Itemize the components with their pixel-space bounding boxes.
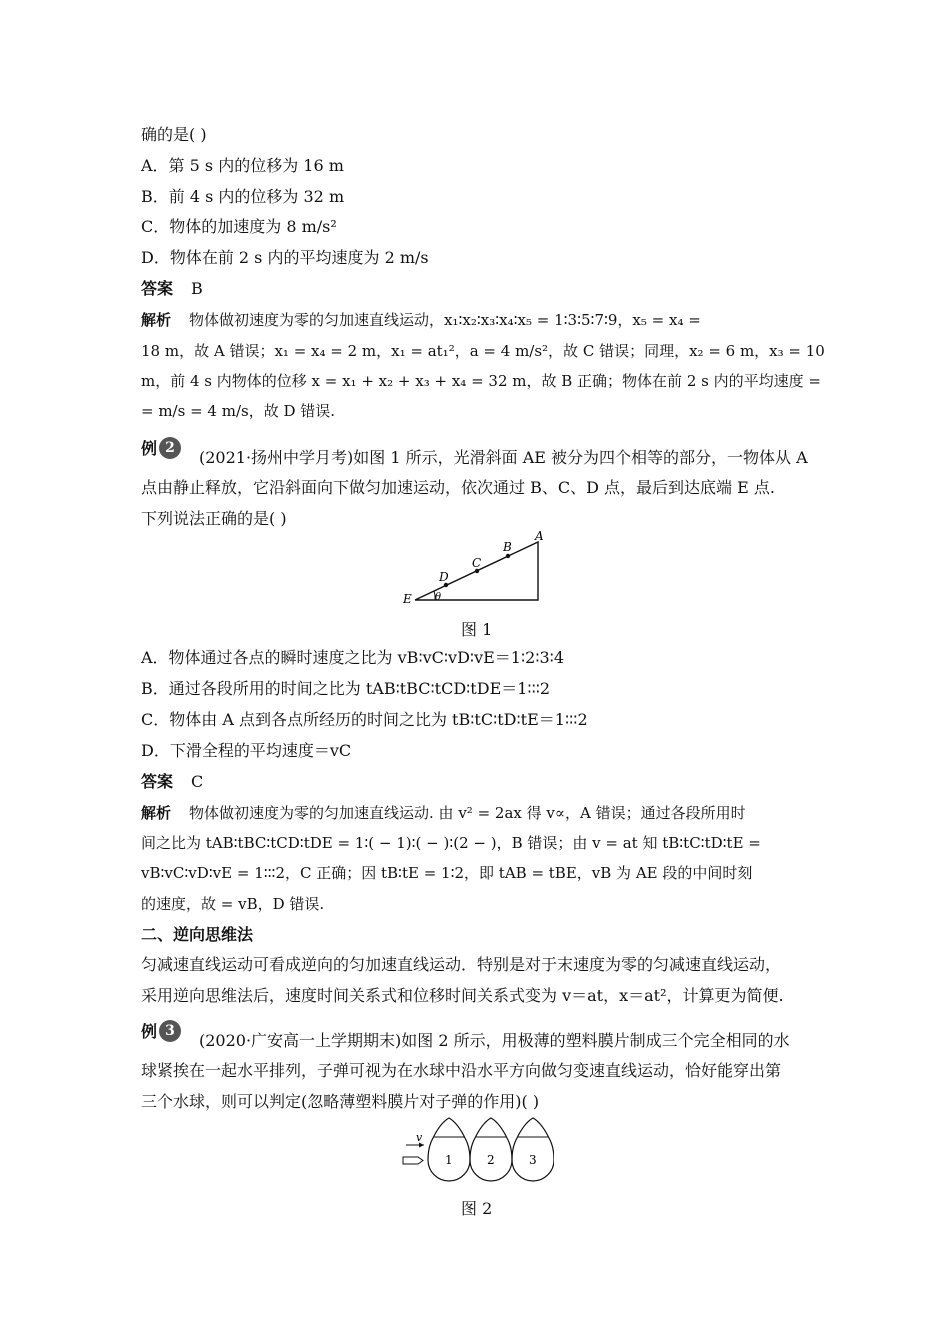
label-e: E (403, 592, 412, 606)
answer-label: 答案 (141, 772, 174, 791)
ball-label-3: 3 (529, 1153, 537, 1167)
number-circle-icon: 2 (159, 437, 181, 459)
q1-option-d: D．物体在前 2 s 内的平均速度为 2 m/s (141, 248, 429, 267)
q2-option-a: A．物体通过各点的瞬时速度之比为 vB∶vC∶vD∶vE＝1∶2∶3∶4 (141, 648, 565, 667)
section-line-2: 采用逆向思维法后，速度时间关系式和位移时间关系式变为 v＝at，x＝at²，计算更为简便. (141, 986, 784, 1005)
water-balls-figure (398, 1115, 554, 1189)
label-a: A (535, 530, 544, 543)
label-theta: θ (435, 592, 442, 603)
incline-figure (395, 530, 555, 610)
q2-answer (141, 771, 203, 793)
water-ball-3 (512, 1118, 554, 1181)
label-b: B (503, 540, 512, 554)
q1-analysis-line-3: m，前 4 s 内物体的位移 x = x₁ + x₂ + x₃ + x₄ = 32 m，故 B 正确；物体在前 2 s 内的平均速度 = (141, 372, 821, 390)
q3-stem-line-2: 球紧挨在一起水平排列，子弹可视为在水球中沿水平方向做匀变速直线运动，恰好能穿出第 (141, 1061, 782, 1080)
q1-analysis-line-4: = m/s = 4 m/s，故 D 错误. (141, 402, 336, 420)
q1-analysis-line-1: 解析 物体做初速度为零的匀加速直线运动，x₁∶x₂∶x₃∶x₄∶x₅ = 1∶3∶5∶7∶9，x₅ = x₄ = (141, 311, 701, 329)
q2-stem-line-1: (2021·扬州中学月考)如图 1 所示，光滑斜面 AE 被分为四个相等的部分，一物体从 A (199, 448, 808, 467)
ball-label-1: 1 (445, 1153, 453, 1167)
label-d: D (439, 570, 449, 584)
figure-1-caption: 图 1 (461, 620, 493, 639)
water-ball-2 (470, 1118, 512, 1181)
q2-analysis-line-3: vB∶vC∶vD∶vE = 1∶∶∶2，C 正确；因 tB∶tE = 1∶2，即 tAB = tBE，vB 为 AE 段的中间时刻 (141, 864, 753, 882)
q3-stem-line-3: 三个水球，则可以判定(忽略薄塑料膜片对子弹的作用)( ) (141, 1092, 540, 1111)
bullet-icon (403, 1157, 423, 1164)
q2-analysis-line-2: 间之比为 tAB∶tBC∶tCD∶tDE = 1∶( − 1)∶( − )∶(2 − )，B 错误；由 v = at 知 tB∶tC∶tD∶tE = (141, 834, 761, 852)
q1-option-a: A．第 5 s 内的位移为 16 m (141, 156, 344, 175)
q2-option-b: B．通过各段所用的时间之比为 tAB∶tBC∶tCD∶tDE＝1∶∶∶2 (141, 679, 551, 698)
analysis-label: 解析 (141, 804, 172, 822)
q1-analysis-line-2: 18 m，故 A 错误；x₁ = x₄ = 2 m，x₁ = at₁²，a = 4 m/s²，故 C 错误；同理，x₂ = 6 m，x₃ = 10 (141, 342, 825, 360)
q1-answer (141, 278, 203, 300)
number-circle-icon: 3 (159, 1020, 181, 1042)
q2-option-d: D．下滑全程的平均速度＝vC (141, 741, 352, 760)
q2-analysis-line-1: 解析 物体做初速度为零的匀加速直线运动. 由 v² = 2ax 得 v∝，A 错误；通过各段所用时 (141, 804, 746, 822)
q2-option-c: C．物体由 A 点到各点所经历的时间之比为 tB∶tC∶tD∶tE＝1∶∶∶2 (141, 710, 588, 729)
ball-label-2: 2 (487, 1153, 495, 1167)
figure-2-caption: 图 2 (461, 1199, 493, 1218)
section-heading: 二、逆向思维法 (141, 925, 254, 944)
q2-stem-line-2: 点由静止释放，它沿斜面向下做匀加速运动，依次通过 B、C、D 点，最后到达底端 E 点. (141, 478, 775, 497)
q1-option-c: C．物体的加速度为 8 m/s² (141, 217, 337, 236)
q2-analysis-line-4: 的速度，故 = vB，D 错误. (141, 895, 325, 913)
analysis-label: 解析 (141, 311, 172, 329)
velocity-label: v (416, 1131, 423, 1144)
answer-label: 答案 (141, 279, 174, 298)
q1-stem-tail: 确的是( ) (141, 125, 207, 144)
water-ball-1 (428, 1118, 470, 1181)
point-b (506, 554, 510, 558)
example-badge-3: 例 3 (141, 1019, 181, 1042)
q2-stem-line-3: 下列说法正确的是( ) (141, 509, 287, 528)
answer-value: B (191, 279, 203, 298)
q3-stem-line-1: (2020·广安高一上学期期末)如图 2 所示，用极薄的塑料膜片制成三个完全相同的水 (199, 1031, 790, 1050)
q1-option-b: B．前 4 s 内的位移为 32 m (141, 187, 345, 206)
answer-value: C (191, 772, 204, 791)
example-badge-2: 例 2 (141, 436, 181, 459)
label-c: C (472, 556, 482, 570)
section-line-1: 匀减速直线运动可看成逆向的匀加速直线运动．特别是对于末速度为零的匀减速直线运动， (141, 955, 782, 974)
